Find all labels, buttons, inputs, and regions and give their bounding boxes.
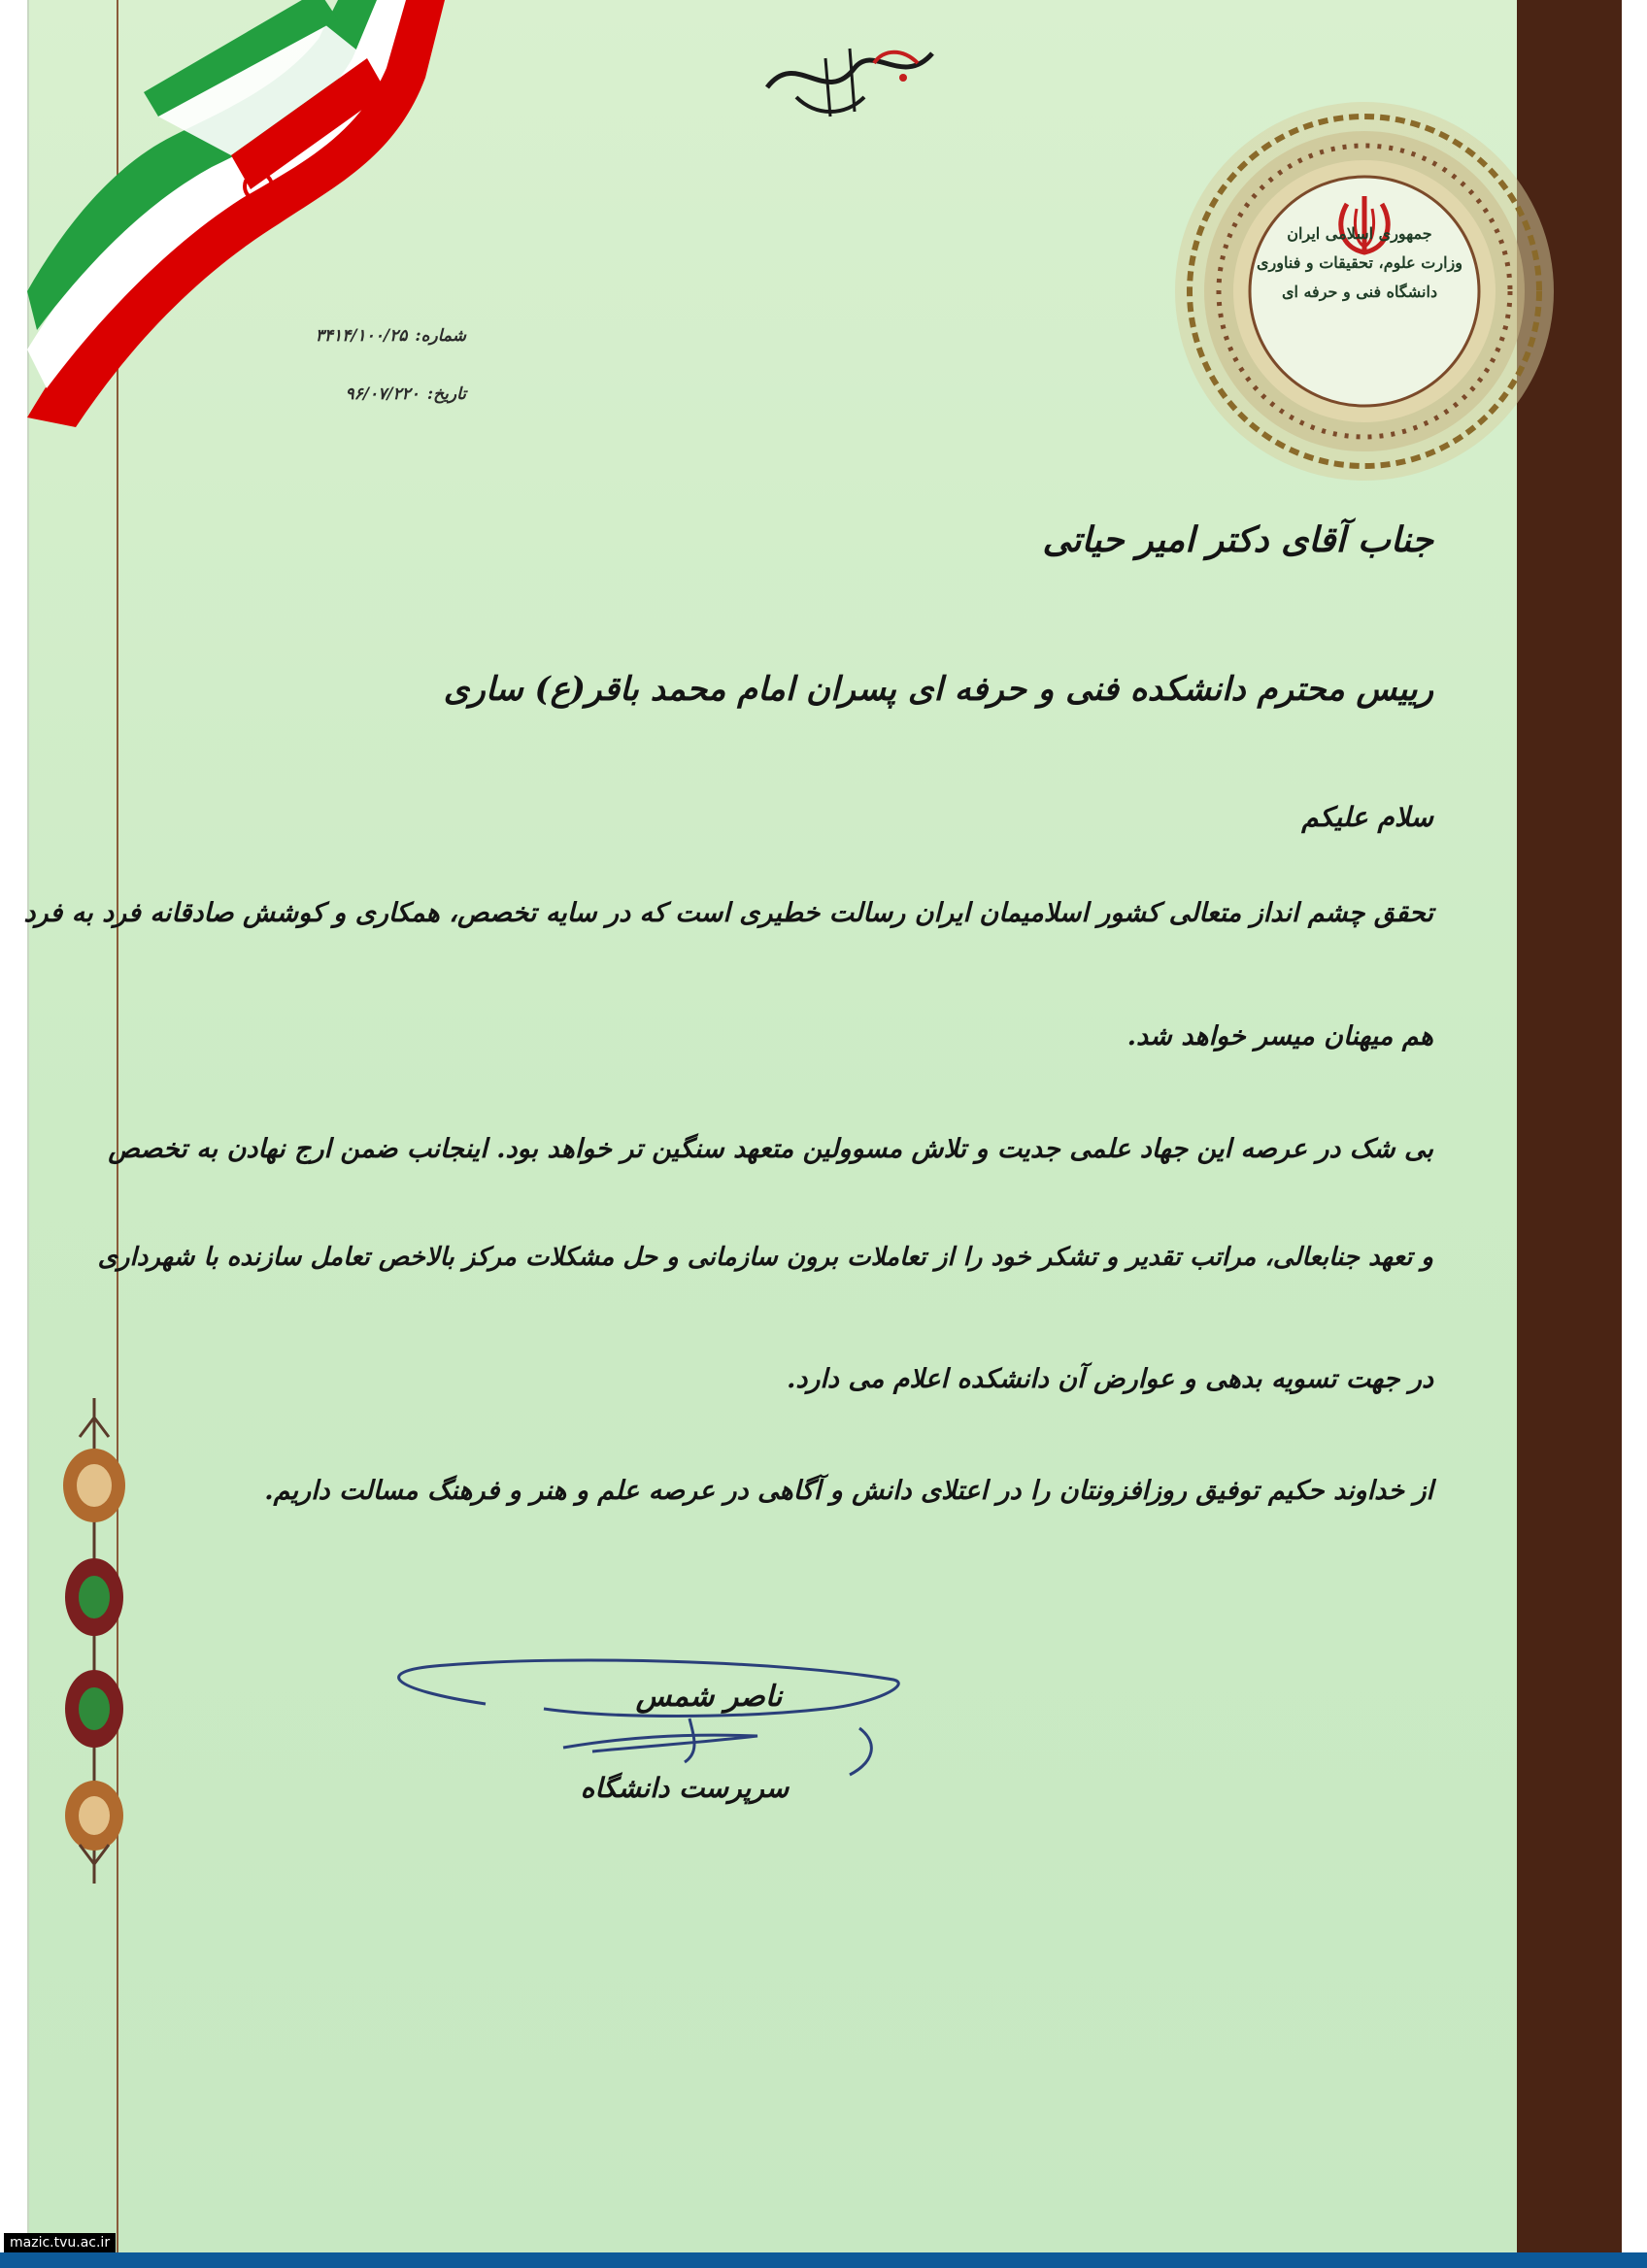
- signatory-title: سرپرست دانشگاه: [580, 1772, 790, 1804]
- signatory-name: ناصر شمس: [635, 1680, 783, 1714]
- body-line-4: و تعهد جنابعالی، مراتب تقدیر و تشکر خود را از تعاملات برون سازمانی و حل مشکلات مرکز بالاخص تعامل سازنده با شهرداری: [97, 1243, 1433, 1272]
- emblem-line-country: جمهوری اسلامی ایران: [1287, 224, 1432, 243]
- body-line-1: تحقق چشم انداز متعالی کشور اسلامیمان ایران رسالت خطیری است که در سایه تخصص، همکاری و کوشش صادقانه فرد به فرد: [23, 898, 1433, 928]
- letter-number: [315, 326, 466, 346]
- body-line-5: در جهت تسویه بدهی و عوارض آن دانشکده اعلام می دارد.: [786, 1364, 1433, 1394]
- body-line-6: از خداوند حکیم توفیق روزافزونتان را در اعتلای دانش و آگاهی در عرصه علم و هنر و فرهنگ مسالت داریم.: [264, 1476, 1433, 1506]
- emblem-line-ministry: وزارت علوم، تحقیقات و فناوری: [1257, 253, 1462, 272]
- recipient-name: جناب آقای دکتر امیر حیاتی: [1042, 519, 1433, 560]
- letter-date: [320, 384, 466, 404]
- decorative-vine-ornament: [50, 1398, 138, 1884]
- source-watermark: mazic.tvu.ac.ir: [4, 2233, 116, 2252]
- date-label: تاریخ:: [426, 384, 466, 404]
- number-label: شماره:: [415, 326, 466, 346]
- date-value: ۹۶/۰۷/۲۲۰: [345, 384, 420, 404]
- body-line-2: هم میهنان میسر خواهد شد.: [1126, 1021, 1433, 1051]
- body-line-3: بی شک در عرصه این جهاد علمی جدیت و تلاش مسوولین متعهد سنگین تر خواهد بود. اینجانب ضمن ارج نهادن به تخصص: [108, 1134, 1433, 1164]
- iran-flag-ribbon: [27, 0, 532, 427]
- emblem-line-university: دانشگاه فنی و حرفه ای: [1281, 283, 1438, 301]
- basmala-calligraphy: [757, 29, 942, 126]
- bottom-strip: [0, 2252, 1647, 2268]
- greeting: سلام علیکم: [1301, 801, 1433, 833]
- number-value: ۳۴۱۴/۱۰۰/۲۵: [315, 326, 408, 346]
- emblem-text: [1248, 219, 1471, 307]
- recipient-title: رییس محترم دانشکده فنی و حرفه ای پسران امام محمد باقر(ع) ساری: [443, 670, 1433, 709]
